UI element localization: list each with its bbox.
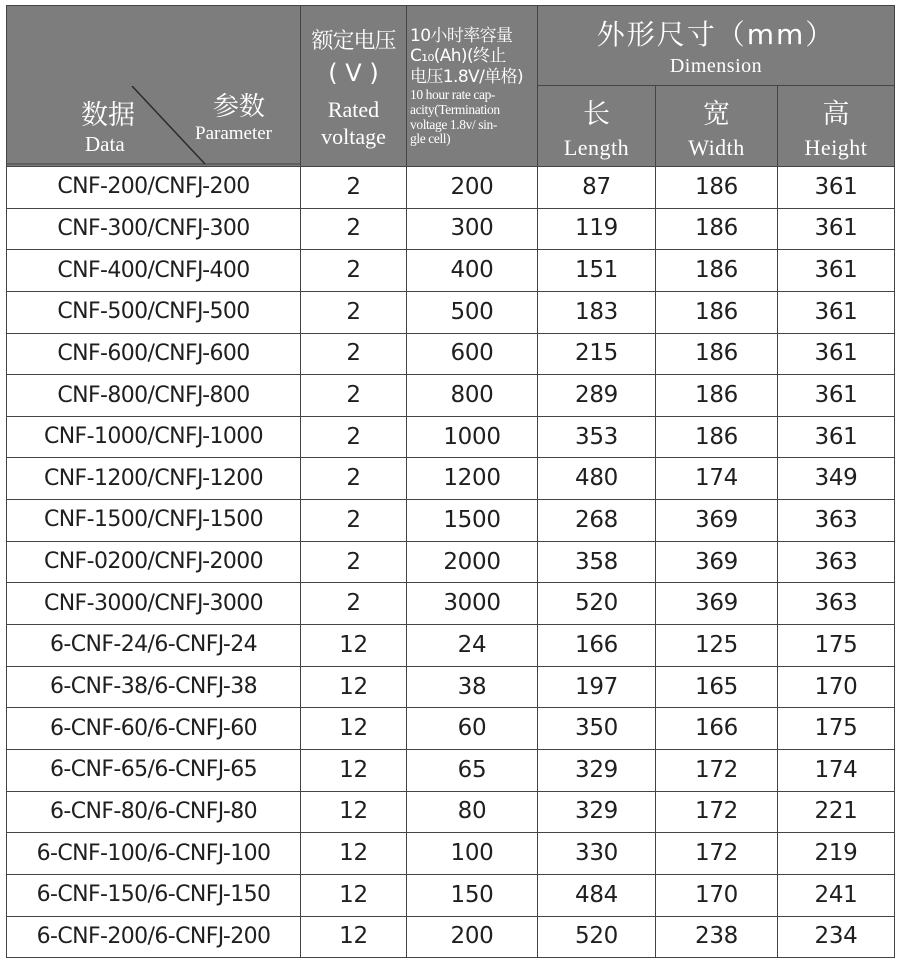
capacity-label-en-1: 10 hour rate cap- (410, 87, 496, 103)
capacity-cell: 80 (407, 791, 538, 833)
capacity-label-en-2: acity(Termination (410, 101, 500, 117)
width-cell: 125 (656, 625, 778, 667)
height-cell: 175 (778, 708, 895, 750)
dimension-header-cell (538, 6, 895, 86)
height-cell: 363 (778, 583, 895, 625)
capacity-header-cell (407, 6, 538, 167)
model-cell: CNF-300/CNFJ-300 (7, 208, 301, 250)
width-cell: 186 (656, 375, 778, 417)
voltage-header-cell (301, 6, 407, 167)
parameter-label-en: Parameter (195, 123, 273, 144)
model-cell: CNF-1000/CNFJ-1000 (7, 416, 301, 458)
voltage-label-en-2: voltage (321, 123, 386, 149)
table-row (7, 250, 895, 292)
height-cell: 170 (778, 666, 895, 708)
height-cell: 349 (778, 458, 895, 500)
width-cell: 166 (656, 708, 778, 750)
width-cell: 369 (656, 541, 778, 583)
height-cell: 363 (778, 541, 895, 583)
length-cell: 520 (538, 916, 656, 958)
model-cell: CNF-200/CNFJ-200 (7, 167, 301, 209)
height-cell: 361 (778, 333, 895, 375)
height-cell: 361 (778, 208, 895, 250)
dimension-label-cn: 外形尺寸（mm） (596, 18, 836, 51)
table-body (7, 167, 895, 958)
height-label-cn: 高 (822, 98, 850, 130)
table-row (7, 375, 895, 417)
table-row (7, 833, 895, 875)
height-cell: 219 (778, 833, 895, 875)
table-row (7, 625, 895, 667)
length-cell: 197 (538, 666, 656, 708)
model-cell: 6-CNF-80/6-CNFJ-80 (7, 791, 301, 833)
model-cell: 6-CNF-100/6-CNFJ-100 (7, 833, 301, 875)
width-cell: 174 (656, 458, 778, 500)
capacity-label-cn-2: C₁₀(Ah)(终止 (410, 46, 506, 67)
length-cell: 329 (538, 749, 656, 791)
height-cell: 174 (778, 749, 895, 791)
height-cell: 361 (778, 167, 895, 209)
capacity-cell: 1000 (407, 416, 538, 458)
model-cell: 6-CNF-200/6-CNFJ-200 (7, 916, 301, 958)
width-cell: 186 (656, 167, 778, 209)
voltage-cell: 12 (301, 666, 407, 708)
model-cell: CNF-1200/CNFJ-1200 (7, 458, 301, 500)
voltage-cell: 2 (301, 333, 407, 375)
voltage-cell: 2 (301, 458, 407, 500)
height-header-cell (778, 86, 895, 167)
voltage-cell: 12 (301, 625, 407, 667)
table-row (7, 583, 895, 625)
voltage-cell: 2 (301, 375, 407, 417)
capacity-cell: 65 (407, 749, 538, 791)
voltage-label-cn: 额定电压 (311, 29, 396, 55)
voltage-cell: 2 (301, 416, 407, 458)
capacity-cell: 38 (407, 666, 538, 708)
length-header-cell (538, 86, 656, 167)
table-header (7, 6, 895, 167)
table-row (7, 291, 895, 333)
table-row (7, 708, 895, 750)
width-cell: 172 (656, 833, 778, 875)
model-cell: 6-CNF-60/6-CNFJ-60 (7, 708, 301, 750)
width-cell: 172 (656, 791, 778, 833)
table-row (7, 874, 895, 916)
capacity-cell: 600 (407, 333, 538, 375)
height-cell: 175 (778, 625, 895, 667)
capacity-label-en-3: voltage 1.8v/ sin- (410, 116, 497, 132)
width-cell: 186 (656, 250, 778, 292)
voltage-cell: 12 (301, 874, 407, 916)
length-cell: 329 (538, 791, 656, 833)
length-cell: 353 (538, 416, 656, 458)
voltage-unit: ( V ) (328, 59, 379, 88)
width-label-cn: 宽 (703, 98, 730, 130)
length-cell: 484 (538, 874, 656, 916)
voltage-cell: 12 (301, 916, 407, 958)
corner-header-cell (7, 6, 301, 167)
parameter-label-cn: 参数 (213, 92, 266, 122)
length-cell: 520 (538, 583, 656, 625)
voltage-cell: 2 (301, 291, 407, 333)
table-row (7, 458, 895, 500)
capacity-cell: 24 (407, 625, 538, 667)
model-cell: 6-CNF-38/6-CNFJ-38 (7, 666, 301, 708)
data-label-en: Data (85, 132, 125, 156)
data-label-cn: 数据 (81, 100, 135, 131)
voltage-cell: 2 (301, 500, 407, 542)
voltage-cell: 2 (301, 541, 407, 583)
voltage-cell: 2 (301, 583, 407, 625)
table-row (7, 541, 895, 583)
width-cell: 165 (656, 666, 778, 708)
width-cell: 369 (656, 583, 778, 625)
height-cell: 361 (778, 375, 895, 417)
dimension-label-en: Dimension (669, 55, 763, 77)
height-cell: 234 (778, 916, 895, 958)
table-row (7, 167, 895, 209)
length-cell: 119 (538, 208, 656, 250)
capacity-cell: 60 (407, 708, 538, 750)
length-cell: 166 (538, 625, 656, 667)
capacity-cell: 400 (407, 250, 538, 292)
table-row (7, 208, 895, 250)
voltage-cell: 12 (301, 791, 407, 833)
voltage-cell: 12 (301, 708, 407, 750)
capacity-cell: 500 (407, 291, 538, 333)
model-cell: CNF-500/CNFJ-500 (7, 291, 301, 333)
capacity-cell: 200 (407, 167, 538, 209)
width-cell: 186 (656, 208, 778, 250)
height-cell: 363 (778, 500, 895, 542)
table-row (7, 916, 895, 958)
length-cell: 330 (538, 833, 656, 875)
width-cell: 186 (656, 416, 778, 458)
height-label-en: Height (804, 134, 868, 160)
length-cell: 289 (538, 375, 656, 417)
length-cell: 183 (538, 291, 656, 333)
model-cell: CNF-1500/CNFJ-1500 (7, 500, 301, 542)
width-header-cell (656, 86, 778, 167)
height-cell: 361 (778, 416, 895, 458)
width-cell: 369 (656, 500, 778, 542)
capacity-cell: 3000 (407, 583, 538, 625)
table-row (7, 500, 895, 542)
width-cell: 238 (656, 916, 778, 958)
height-cell: 241 (778, 874, 895, 916)
length-label-en: Length (563, 134, 630, 160)
width-cell: 172 (656, 749, 778, 791)
table-row (7, 666, 895, 708)
length-cell: 215 (538, 333, 656, 375)
voltage-cell: 2 (301, 250, 407, 292)
capacity-label-cn-1: 10小时率容量 (410, 25, 513, 46)
capacity-label-en-4: gle cell) (410, 131, 451, 147)
voltage-cell: 12 (301, 833, 407, 875)
battery-spec-table (6, 5, 895, 958)
capacity-cell: 300 (407, 208, 538, 250)
voltage-cell: 2 (301, 167, 407, 209)
length-cell: 350 (538, 708, 656, 750)
model-cell: 6-CNF-65/6-CNFJ-65 (7, 749, 301, 791)
capacity-label-cn-3: 电压1.8V/单格) (410, 66, 524, 87)
length-cell: 268 (538, 500, 656, 542)
table-row (7, 791, 895, 833)
width-cell: 170 (656, 874, 778, 916)
table-row (7, 749, 895, 791)
capacity-cell: 2000 (407, 541, 538, 583)
model-cell: 6-CNF-24/6-CNFJ-24 (7, 625, 301, 667)
capacity-cell: 200 (407, 916, 538, 958)
model-cell: CNF-800/CNFJ-800 (7, 375, 301, 417)
table-row (7, 416, 895, 458)
voltage-cell: 2 (301, 208, 407, 250)
width-cell: 186 (656, 333, 778, 375)
model-cell: CNF-600/CNFJ-600 (7, 333, 301, 375)
height-cell: 221 (778, 791, 895, 833)
capacity-cell: 1500 (407, 500, 538, 542)
length-label-cn: 长 (583, 98, 610, 130)
width-label-en: Width (688, 134, 745, 160)
capacity-cell: 800 (407, 375, 538, 417)
width-cell: 186 (656, 291, 778, 333)
capacity-cell: 100 (407, 833, 538, 875)
model-cell: CNF-400/CNFJ-400 (7, 250, 301, 292)
length-cell: 151 (538, 250, 656, 292)
height-cell: 361 (778, 250, 895, 292)
capacity-cell: 1200 (407, 458, 538, 500)
model-cell: 6-CNF-150/6-CNFJ-150 (7, 874, 301, 916)
height-cell: 361 (778, 291, 895, 333)
model-cell: CNF-0200/CNFJ-2000 (7, 541, 301, 583)
length-cell: 358 (538, 541, 656, 583)
model-cell: CNF-3000/CNFJ-3000 (7, 583, 301, 625)
table-row (7, 333, 895, 375)
length-cell: 480 (538, 458, 656, 500)
voltage-label-en-1: Rated (327, 97, 380, 123)
voltage-cell: 12 (301, 749, 407, 791)
length-cell: 87 (538, 167, 656, 209)
capacity-cell: 150 (407, 874, 538, 916)
